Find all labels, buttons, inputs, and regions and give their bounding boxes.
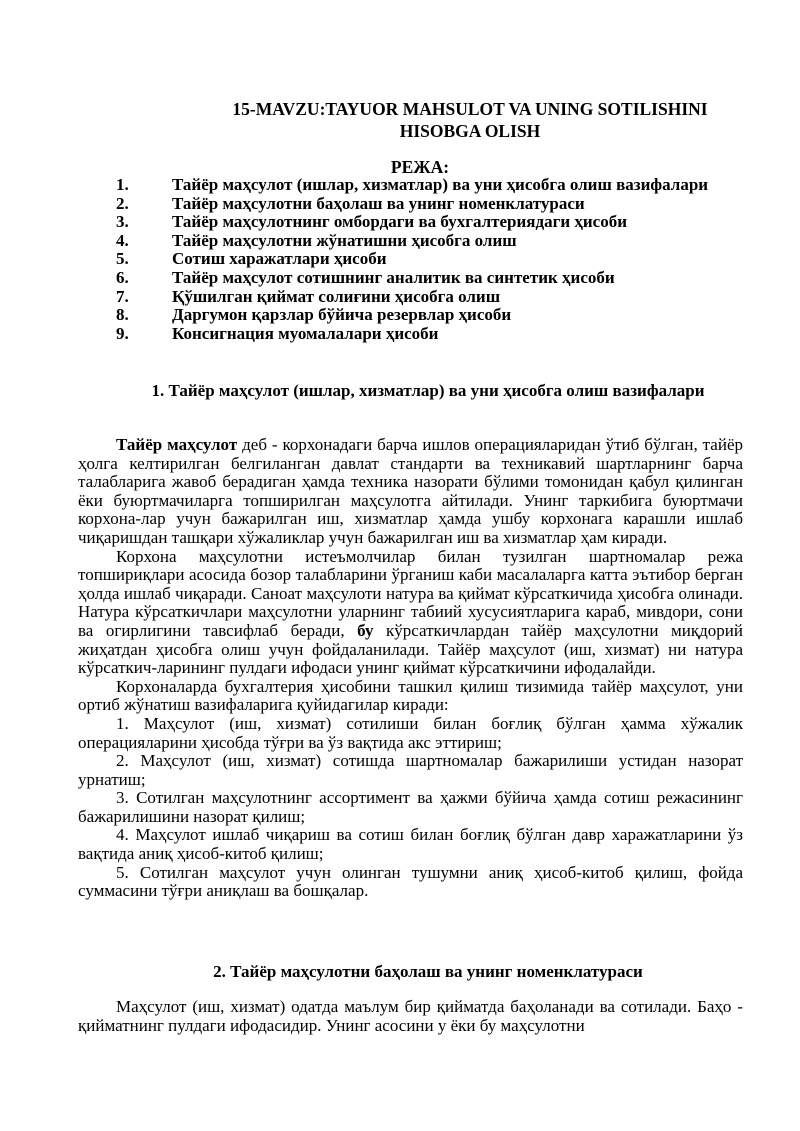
plan-item-text: Тайёр маҳсулотнинг омбордаги ва бухгалтериядаги ҳисоби <box>172 212 627 232</box>
section-2-heading: 2. Тайёр маҳсулотни баҳолаш ва унинг номенклатураси <box>213 962 643 981</box>
paragraph <box>78 436 743 548</box>
task-item: 5. Сотилган маҳсулот учун олинган тушумни аниқ ҳисоб-китоб қилиш, фойда суммасини тўғри аниқлаш ва бошқалар. <box>78 862 743 901</box>
plan-item-text: Даргумон қарзлар бўйича резервлар ҳисоби <box>172 305 512 325</box>
plan-item-number: 5. <box>116 249 129 269</box>
plan-item-text: Қўшилган қиймат солиғини ҳисобга олиш <box>172 286 501 306</box>
plan-item-text: Тайёр маҳсулот сотишнинг аналитик ва синтетик ҳисоби <box>172 267 615 287</box>
section-2-body <box>78 998 743 1035</box>
plan-item-number: 4. <box>116 230 129 250</box>
plan-item-number: 3. <box>116 212 129 232</box>
plan-item-number: 8. <box>116 305 129 325</box>
task-item: 1. Маҳсулот (иш, хизмат) сотилиши билан боғлиқ бўлган ҳамма хўжалик операцияларини ҳисобда тўғри ва ўз вақтида акс эттириш; <box>78 713 743 752</box>
plan-item-text: Сотиш харажатлари ҳисоби <box>172 249 387 269</box>
plan-item-number: 6. <box>116 267 129 287</box>
tasks-list <box>78 715 743 901</box>
plan-item <box>78 288 743 307</box>
plan-item-text: Консигнация муомалалари ҳисоби <box>172 323 439 343</box>
plan-list <box>78 176 743 343</box>
title-line-1: 15-MAVZU:TAYUOR MAHSULOT VA UNING SOTILISHINI <box>232 99 708 119</box>
plan-item <box>78 250 743 269</box>
plan-item-number: 7. <box>116 286 129 306</box>
plan-item-number: 9. <box>116 323 129 343</box>
term-bold: Тайёр маҳсулот <box>116 435 238 454</box>
paragraph-text: деб - корхонадаги барча ишлов операцияларидан ўтиб бўлган, тайёр ҳолга келтирилган белгиланган давлат стандарти ва техникавий шартларнинг барча талабларига жавоб берадиган ҳамда техника назорати бўлими томонидан қабул қилинган ёки буюртмачиларга топширилган маҳсулотга айтилади. Унинг таркибига буюртмачи корхона-лар учун бажарилган иш, хизматлар ҳамда ушбу корхонага карашли ишлаб чиқаришдан ташқари хўжаликлар учун бажарилган иш ва хизматлар ҳам киради. <box>78 435 743 547</box>
paragraph-text: кўрсаткичлардан тайёр маҳсулотни миқдорий жиҳатдан ҳисобга олиш учун фойдаланилади. Тайёр маҳсулот (иш, хизмат) ни натура кўрсаткич-ларининг пулдаги ифодаси унинг қиймат кўрсаткичини ифодалайди. <box>78 620 744 678</box>
title-line-2: HISOBGA OLISH <box>399 121 541 141</box>
plan-item-text: Тайёр маҳсулот (ишлар, хизматлар) ва уни ҳисобга олиш вазифалари <box>172 175 709 194</box>
task-item: 3. Сотилган маҳсулотнинг ассортимент ва ҳажми бўйича ҳамда сотиш режасининг бажарилишини назорат қилиш; <box>78 788 743 826</box>
paragraph: Маҳсулот (иш, хизмат) одатда маълум бир қийматда баҳоланади ва сотилади. Баҳо - қийматнинг пулдаги ифодасидир. Унинг асосини у ёки бу маҳсулотни <box>78 997 743 1035</box>
plan-item <box>78 232 743 251</box>
plan-item <box>78 195 743 214</box>
plan-item <box>78 176 743 195</box>
paragraph <box>78 548 743 678</box>
section-1-heading: 1. Тайёр маҳсулот (ишлар, хизматлар) ва уни ҳисобга олиш вазифалари <box>151 381 705 400</box>
bold-word: бу <box>357 620 374 640</box>
plan-item <box>78 306 743 325</box>
document-title <box>190 98 750 142</box>
plan-item-number: 1. <box>116 175 129 194</box>
plan-item <box>78 213 743 232</box>
task-item: 4. Маҳсулот ишлаб чиқариш ва сотиш билан боғлиқ бўлган давр харажатларини ўз вақтида аниқ ҳисоб-китоб қилиш; <box>78 825 743 864</box>
plan-item-text: Тайёр маҳсулотни жўнатишни ҳисобга олиш <box>172 230 517 250</box>
paragraph: Корхоналарда бухгалтерия ҳисобини ташкил қилиш тизимида тайёр маҳсулот, уни ортиб жўнатиш вазифаларига қуйидагилар киради: <box>78 676 743 715</box>
plan-item-text: Тайёр маҳсулотни баҳолаш ва унинг номенклатураси <box>172 193 585 213</box>
plan-heading: РЕЖА: <box>390 157 450 177</box>
paragraph-text: Корхона маҳсулотни истеъмолчилар билан тузилган шартномалар режа топшириқлари асосида бозор талабларини ўрганиш каби масалаларга катта эътибор берган ҳолда ишлаб чиқаради. Саноат маҳсулоти натура ва қиймат кўрсаткичида ҳисобга олинади. Натура кўрсаткичлари маҳсулотни уларнинг табиий хусусиятларига караб, мивдори, сони ва огирлигини тавсифлаб беради, <box>78 546 743 640</box>
plan-item <box>78 325 743 344</box>
section-1-body <box>78 436 743 901</box>
plan-item <box>78 269 743 288</box>
plan-item-number: 2. <box>116 193 129 213</box>
task-item: 2. Маҳсулот (иш, хизмат) сотишда шартномалар бажарилиши устидан назорат урнатиш; <box>78 751 743 789</box>
